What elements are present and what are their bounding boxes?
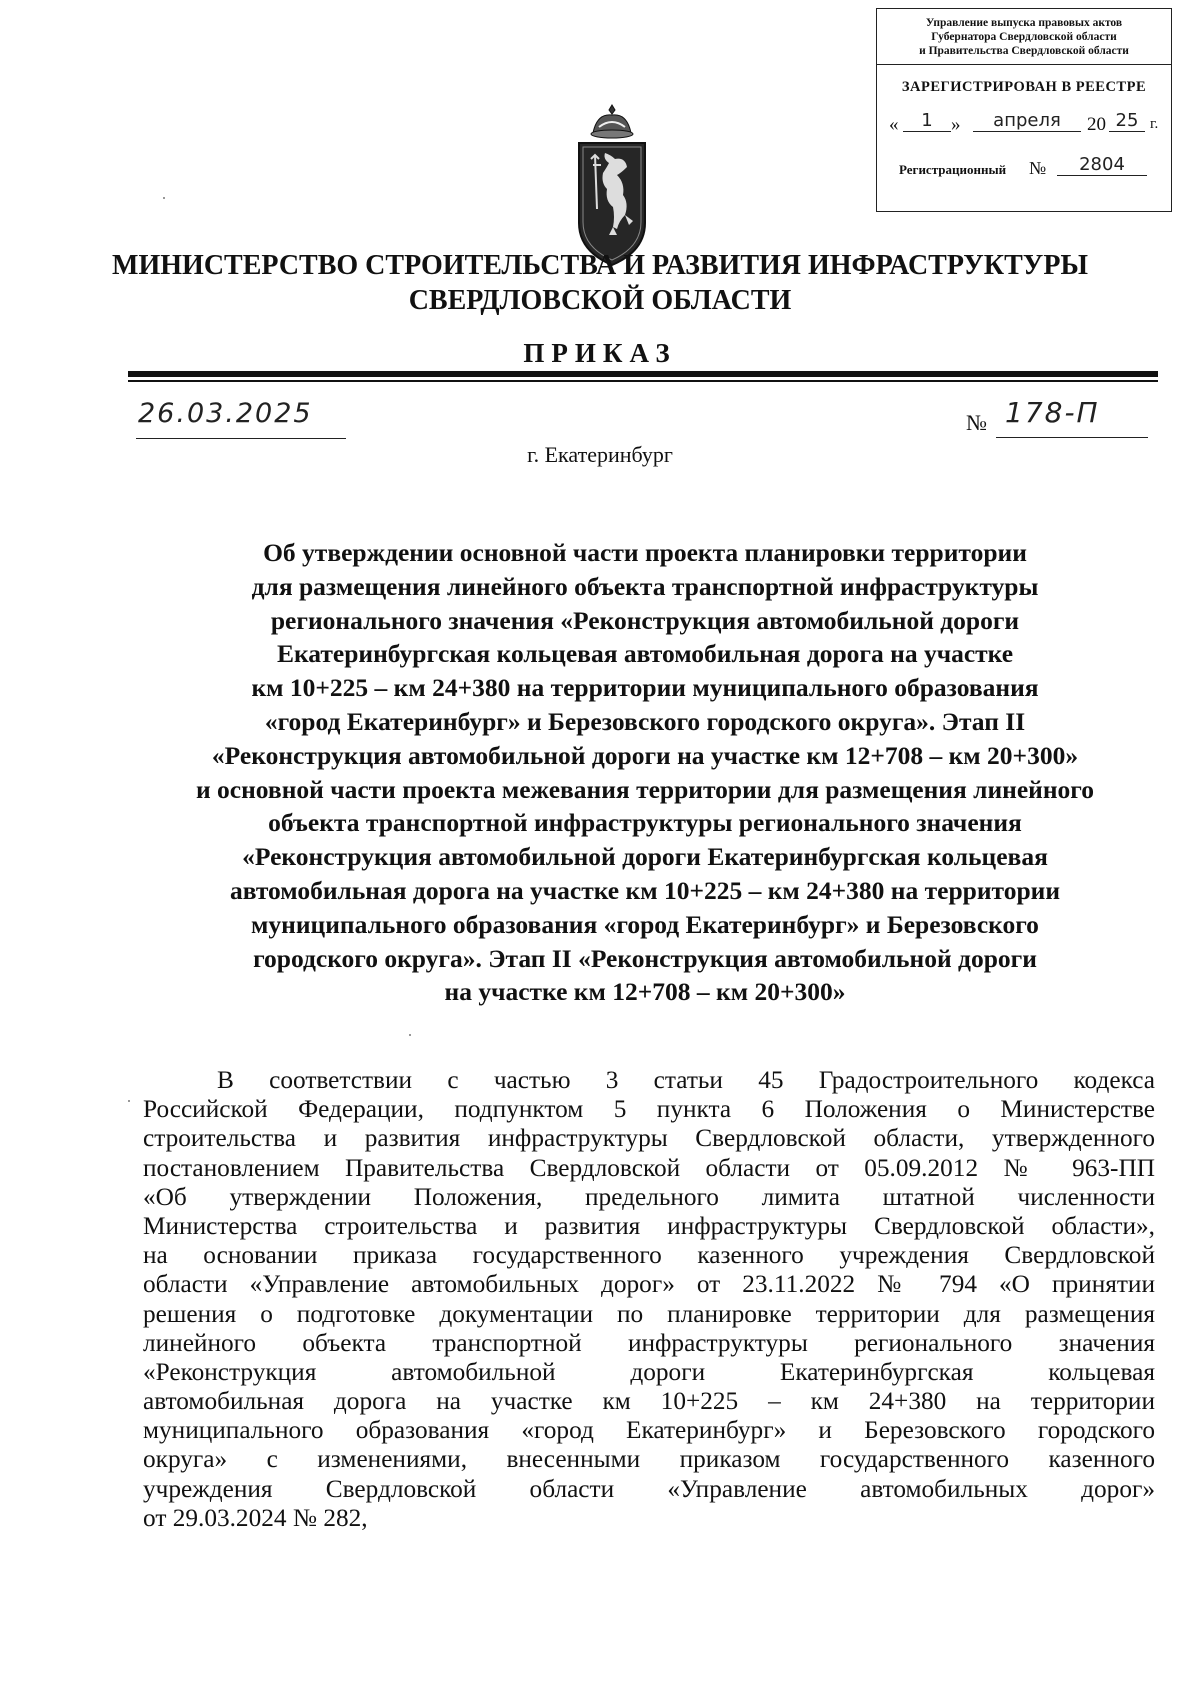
body-paragraph (143, 1066, 1155, 1533)
stamp-quote-open: « (889, 114, 899, 135)
scan-speck (163, 197, 165, 199)
title-line: для размещения линейного объекта транспортной инфраструктуры (251, 571, 1039, 601)
stamp-year-prefix: 20 (1087, 114, 1106, 135)
title-line: Об утверждении основной части проекта планировки территории (263, 538, 1027, 567)
coat-of-arms-icon (573, 103, 651, 269)
body-line: линейного объекта транспортной инфраструктуры регионального значения (143, 1328, 1155, 1357)
title-line: объекта транспортной инфраструктуры регионального значения (268, 808, 1022, 838)
body-line: строительства и развития инфраструктуры Свердловской области, утвержденного (143, 1124, 1155, 1153)
title-line: и основной части проекта межевания территории для размещения линейного (195, 774, 1094, 804)
stamp-reg-label: Регистрационный (899, 162, 1007, 177)
stamp-header-line: Управление выпуска правовых актов (925, 16, 1123, 29)
stamp-month: апреля (973, 110, 1081, 132)
body-line: автомобильная дорога на участке км 10+225 – км 24+380 на территории (143, 1387, 1155, 1416)
stamp-year-suffix: 25 (1109, 110, 1145, 132)
body-line: решения о подготовке документации по планировке территории для размещения (143, 1299, 1155, 1328)
stamp-year-abbr: г. (1150, 116, 1159, 132)
title-line: автомобильная дорога на участке км 10+225 – км 24+380 на территории (229, 875, 1061, 905)
stamp-header-line: и Правительства Свердловской области (919, 44, 1129, 57)
title-line: «город Екатеринбург» и Березовского городского округа». Этап II (264, 706, 1026, 736)
title-line: Екатеринбургская кольцевая автомобильная дорога на участке (276, 639, 1014, 669)
stamp-quote-close: » (951, 114, 961, 135)
body-line: от 29.03.2024 № 282, (143, 1503, 368, 1532)
title-line: городского округа». Этап II «Реконструкция автомобильной дороги (253, 943, 1037, 973)
stamp-number-row (877, 154, 1171, 184)
registry-stamp (876, 8, 1172, 212)
body-line: муниципального образования «город Екатеринбург» и Березовского городского (143, 1416, 1155, 1445)
title-line: км 10+225 – км 24+380 на территории муниципального образования (251, 673, 1039, 703)
body-line: округа» с изменениями, внесенными приказом государственного казенного (143, 1445, 1155, 1474)
body-line: области «Управление автомобильных дорог» от 23.11.2022 № 794 «О принятии (143, 1270, 1155, 1299)
scan-speck (128, 1100, 130, 1102)
header-rule-thin (128, 380, 1158, 382)
order-date: 26.03.2025 (138, 398, 313, 429)
title-line: «Реконструкция автомобильной дороги на участке км 12+708 – км 20+300» (211, 740, 1079, 770)
stamp-reg-number: 2804 (1057, 154, 1147, 176)
body-line: постановлением Правительства Свердловской области от 05.09.2012 № 963-ПП (143, 1153, 1155, 1182)
header-rule (128, 371, 1158, 377)
stamp-registered-label: ЗАРЕГИСТРИРОВАН В РЕЕСТРЕ (901, 79, 1147, 95)
number-underline (996, 437, 1148, 438)
body-line: учреждения Свердловской области «Управление автомобильных дорог» (143, 1474, 1155, 1503)
body-line: Министерства строительства и развития инфраструктуры Свердловской области», (143, 1211, 1155, 1240)
ministry-name-line1: МИНИСТЕРСТВО СТРОИТЕЛЬСТВА И РАЗВИТИЯ ИНФРАСТРУКТУРЫ (112, 250, 1088, 281)
stamp-header-line: Губернатора Свердловской области (931, 30, 1117, 43)
date-underline (136, 438, 346, 439)
stamp-no-sign: № (1029, 158, 1047, 178)
title-line: муниципального образования «город Екатеринбург» и Березовского (251, 909, 1039, 939)
body-line: «Об утверждении Положения, предельного лимита штатной численности (143, 1182, 1155, 1211)
city: г. Екатеринбург (527, 442, 673, 467)
order-number: 178-П (1005, 396, 1100, 429)
title-line: регионального значения «Реконструкция автомобильной дороги (270, 605, 1020, 635)
title-line: «Реконструкция автомобильной дороги Екатеринбургская кольцевая (242, 842, 1048, 872)
number-sign: № (966, 410, 987, 435)
scan-speck (409, 1034, 411, 1036)
body-line: на основании приказа государственного казенного учреждения Свердловской (143, 1241, 1155, 1270)
title-line: на участке км 12+708 – км 20+300» (444, 977, 846, 1007)
stamp-header (877, 9, 1171, 65)
ministry-name-line2: СВЕРДЛОВСКОЙ ОБЛАСТИ (408, 285, 792, 316)
stamp-date-row (877, 110, 1171, 140)
body-line: «Реконструкция автомобильной дороги Екатеринбургская кольцевая (143, 1357, 1155, 1386)
document-type: ПРИКАЗ (523, 338, 677, 368)
body-line: Российской Федерации, подпунктом 5 пункта 6 Положения о Министерстве (143, 1095, 1155, 1124)
stamp-day: 1 (903, 110, 951, 132)
body-line: В соответствии с частью 3 статьи 45 Градостроительного кодекса (217, 1066, 1155, 1094)
order-title (120, 536, 1170, 1009)
